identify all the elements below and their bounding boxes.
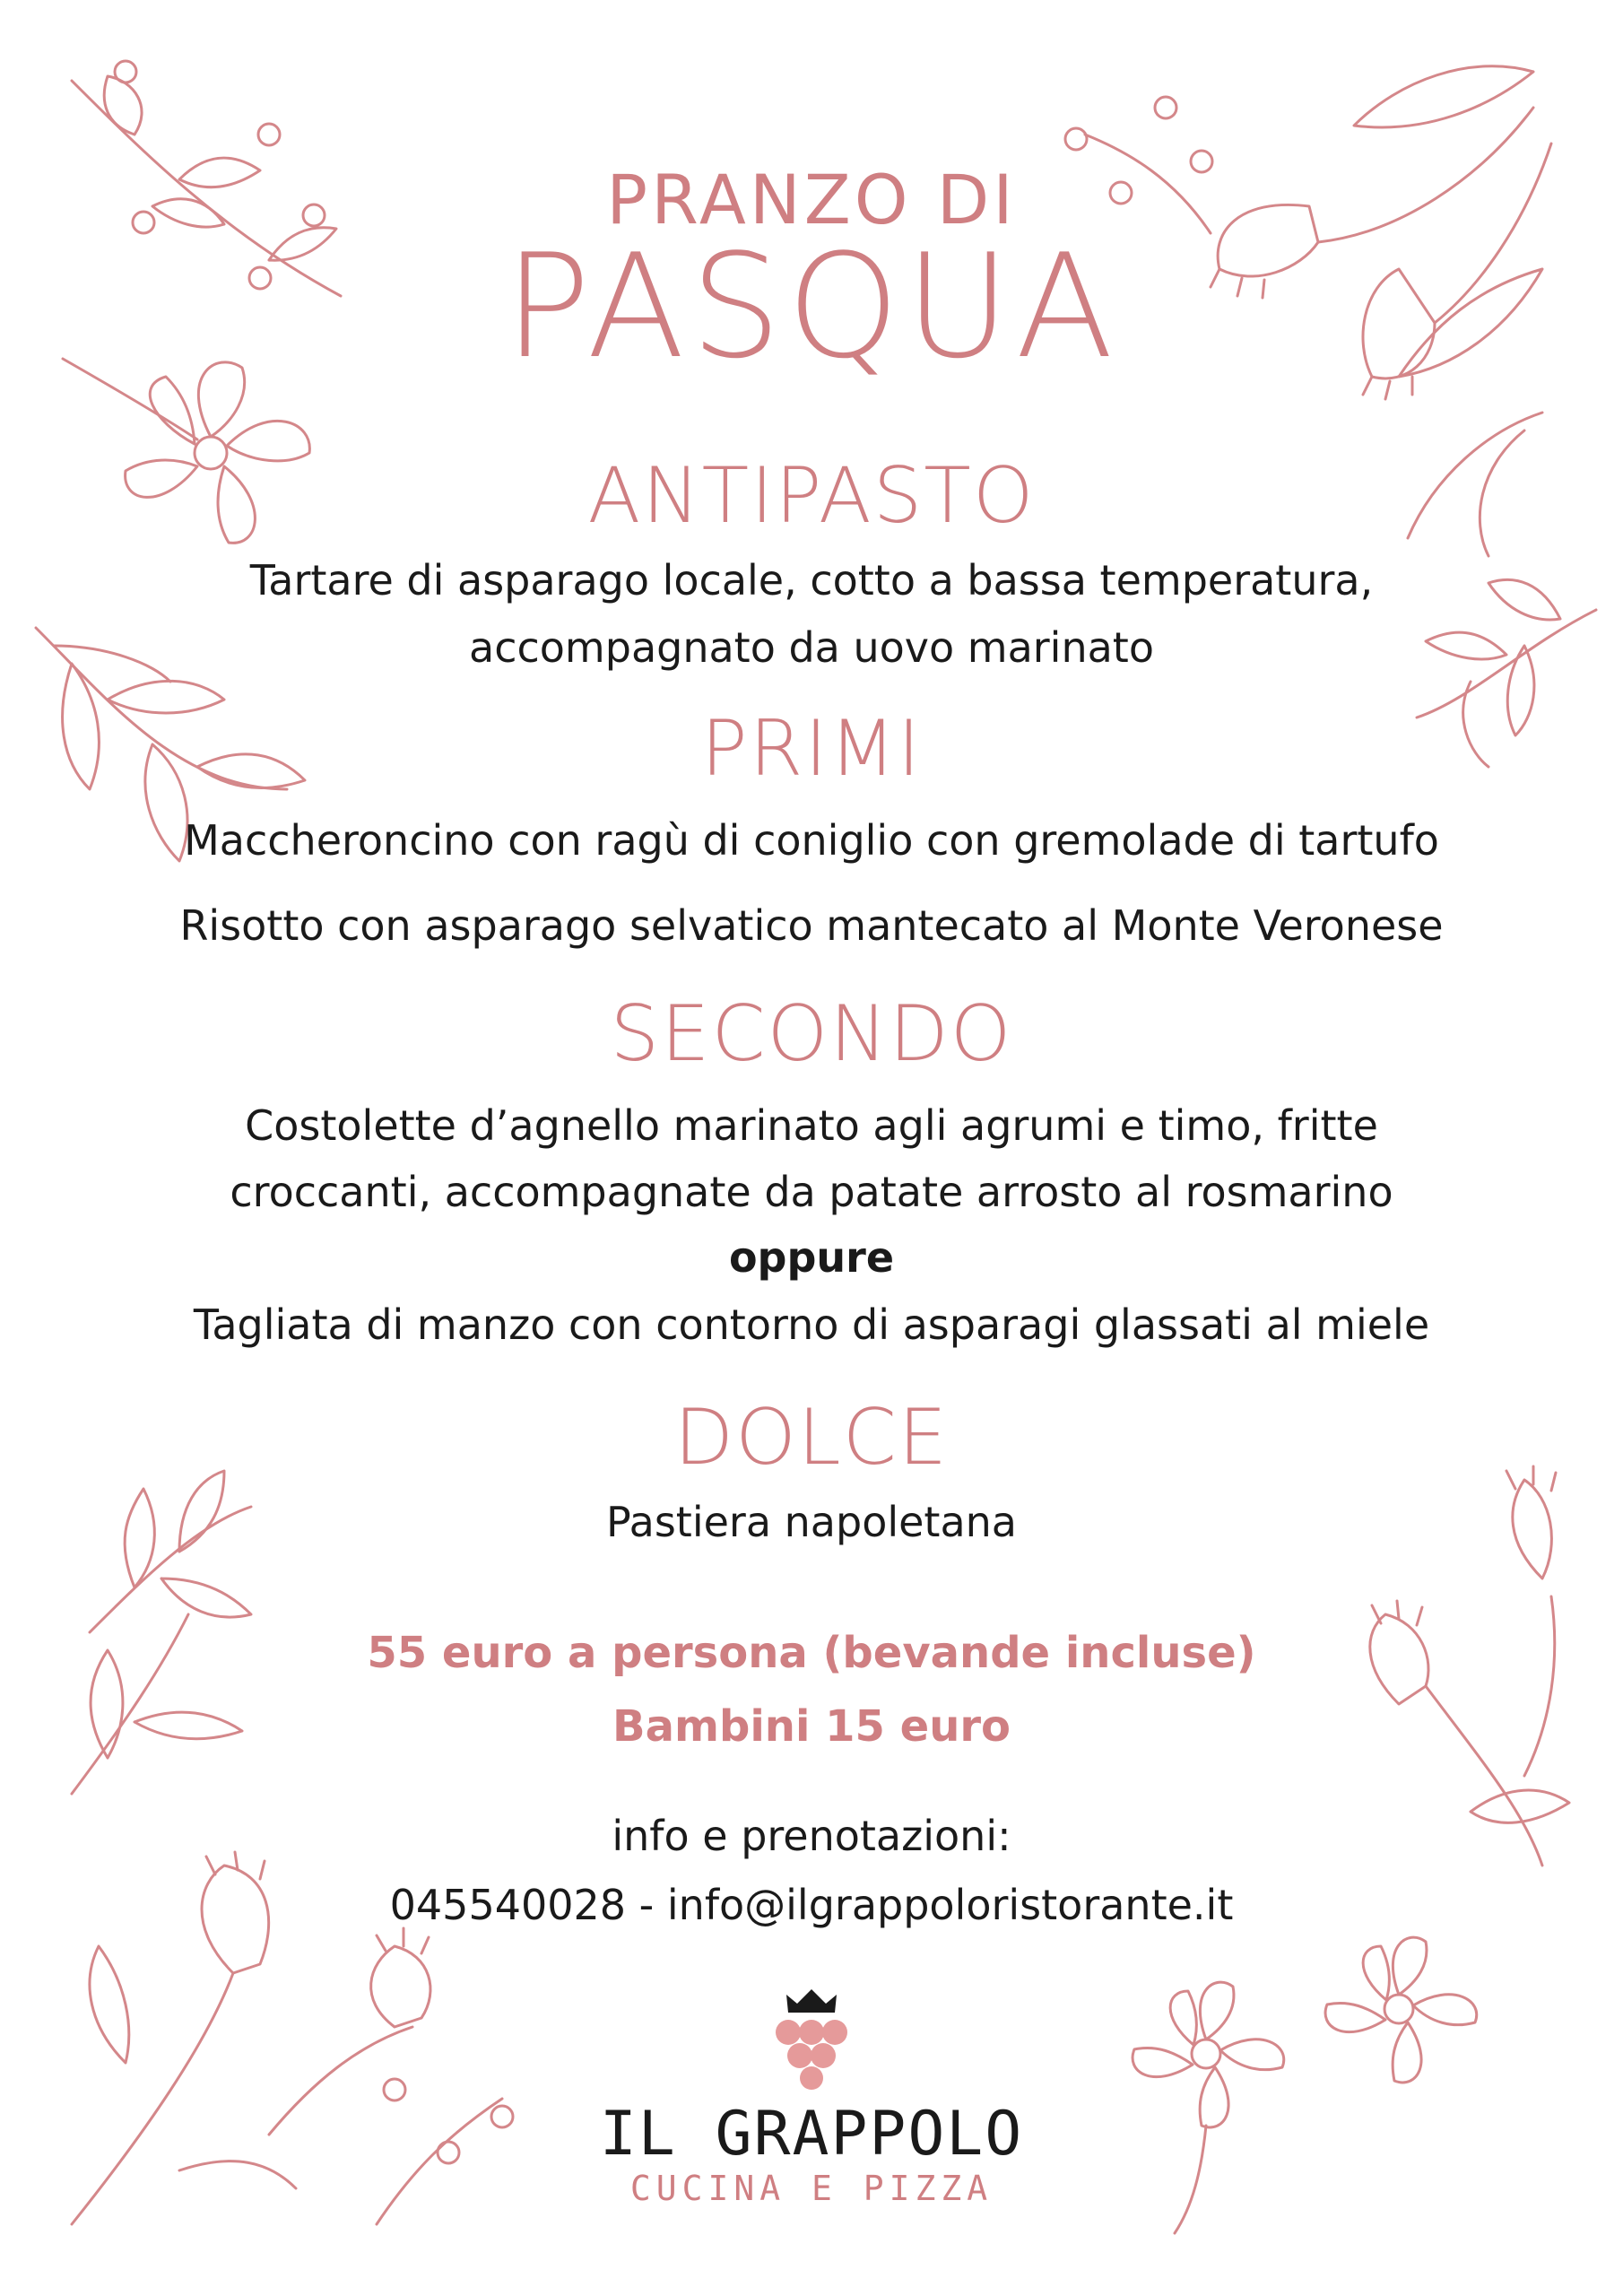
secondo-line-1: Costolette d’agnello marinato agli agrumi e timo, fritte bbox=[245, 1101, 1378, 1150]
grape-crown-logo-icon bbox=[767, 1982, 856, 2090]
antipasto-line-2: accompagnato da uovo marinato bbox=[469, 623, 1154, 672]
primi-dish-1: Maccheroncino con ragù di coniglio con gremolade di tartufo bbox=[184, 816, 1439, 865]
contact-details[interactable]: 045540028 - info@ilgrappoloristorante.it bbox=[389, 1881, 1234, 1929]
price-children: Bambini 15 euro bbox=[612, 1701, 1011, 1752]
primi-dish-2: Risotto con asparago selvatico mantecato al Monte Veronese bbox=[179, 901, 1444, 950]
contact-label: info e prenotazioni: bbox=[612, 1812, 1011, 1860]
secondo-line-3: Tagliata di manzo con contorno di asparagi glassati al miele bbox=[193, 1300, 1430, 1349]
flower-bottom-right-icon bbox=[1325, 1937, 1477, 2083]
antipasto-line-1: Tartare di asparago locale, cotto a bassa temperatura, bbox=[249, 556, 1374, 604]
brand-name: IL GRAPPOLO bbox=[599, 2099, 1024, 2170]
page-subtitle: PRANZO DI bbox=[606, 160, 1017, 239]
secondo-line-2: croccanti, accompagnate da patate arrosto al rosmarino bbox=[230, 1168, 1393, 1216]
secondo-separator: oppure bbox=[728, 1233, 895, 1282]
course-heading-primi: PRIMI bbox=[700, 704, 923, 794]
course-heading-secondo: SECONDO bbox=[610, 989, 1013, 1079]
course-heading-dolce: DOLCE bbox=[673, 1393, 950, 1483]
price-adult: 55 euro a persona (bevande incluse) bbox=[367, 1628, 1256, 1678]
course-heading-antipasto: ANTIPASTO bbox=[587, 451, 1036, 541]
brand-tagline: CUCINA E PIZZA bbox=[629, 2169, 994, 2208]
page-title: PASQUA bbox=[504, 222, 1119, 390]
dolce-dish-1: Pastiera napoletana bbox=[605, 1498, 1017, 1546]
